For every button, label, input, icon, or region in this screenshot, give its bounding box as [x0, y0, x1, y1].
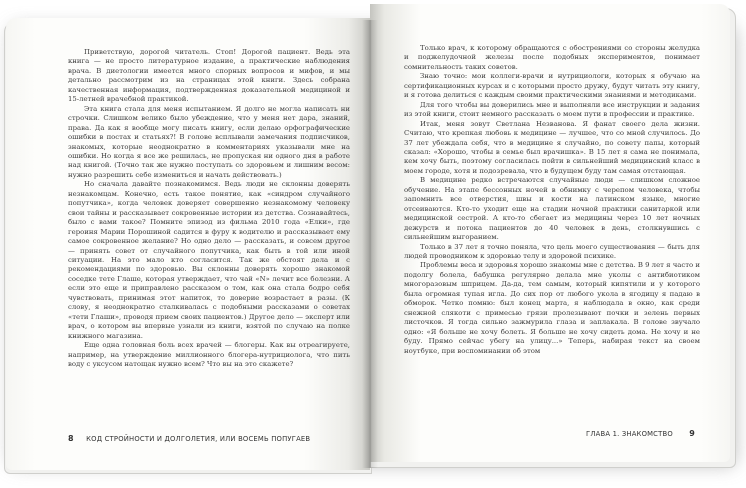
- left-footer: [68, 434, 310, 443]
- paragraph: Для того чтобы вы доверились мне и выполняли все инструкции и задания из этой книги, стоит немного рассказать о моем пути в профессии и практике.: [404, 100, 700, 119]
- paragraph: Еще одна головная боль всех врачей — блогеры. Как вы отреагируете, например, на утверждение миллионного блогера-нутрициолога, что пить воду с уксусом натощак нужно всем? Что вы на это скажете?: [68, 341, 350, 368]
- paragraph: Но сначала давайте познакомимся. Ведь люди не склонны доверять незнакомцам. Конечно, есть такое понятие, как «синдром случайного попутчика», когда человек доверяет совершенно незнакомому человеку свои тайны и рассказывает сокровенные истории из детства. Сознавайтесь, было с вами такое? Помните эпизод из фильма 2010 года «Елки», где героиня Марии Порошиной садится в фуру к водителю и рассказывает ему самое сокровенное желание? Но одно дело — рассказать, и совсем другое — принять совет от случайного попутчика, как быть в той или иной ситуации. На это мало кто согласится. Так же обстоят дела и с рекомендациями по здоровью. Вы склонны доверять хорошо знакомой соседке тете Глаше, которая утверждает, что чай «N» лечит все болезни. А если это еще и приправлено рассказом о том, как она стала бодро себя чувствовать, принимая этот напиток, то доверие возрастает в разы. (К слову, я неоднократно сталкивалась с подобными рассказами о советах «тети Глаши», проводя прием своих пациентов.) Другое дело — эксперт или врач, о котором вы впервые узнали из книги, взятой по случаю на полке книжного магазина.: [68, 180, 350, 340]
- book-spine: [362, 20, 378, 468]
- paragraph: В медицине редко встречаются случайные люди — слишком сложное обучение. На этапе бессонных ночей в обнимку с черепом человека, чтобы запомнить все отверстия, швы и кости на латинском языке, многие отсеиваются. Кто-то уходит еще на стадии ночной практики санитаркой или медицинской сестрой. А кто-то сбегает из медицины через 10 лет ночных дежурств и потока пациентов до 40 человек в день, столкнувшись с сильнейшим выгоранием.: [404, 176, 700, 242]
- right-footer: [586, 429, 695, 438]
- paragraph: Знаю точно: мои коллеги-врачи и нутрициологи, которых я обучаю на сертификационных курсах и с которыми просто дружу, будут читать эту книгу, и я готова делиться с каждым своими практическими знаниями и методиками.: [404, 72, 700, 100]
- page-number-right: 9: [689, 429, 696, 438]
- paragraph: Только в 37 лет я точно поняла, что цель моего существования — быть для людей проводником к здоровью телу и здоровой психике.: [404, 242, 700, 260]
- page-number-left: 8: [68, 434, 74, 443]
- right-page-text: [404, 44, 700, 356]
- running-title-right: ГЛАВА 1. ЗНАКОМСТВО: [586, 430, 673, 438]
- running-title-left: КОД СТРОЙНОСТИ И ДОЛГОЛЕТИЯ, ИЛИ ВОСЕМЬ ПОПУГАЕВ: [86, 435, 311, 443]
- paragraph: Проблемы веса и здоровья хорошо знакомы мне с детства. В 9 лет я часто и подолгу болела, бабушка регулярно делала мне уколы с антибиотиком многоразовым шприцем. Да-да, тем самым, который кипятили и у которого была огромная тупая игла. До сих пор от любого укола в ягодицу я падаю в обморок. Четко помню: был конец марта, я наблюдала в окно, как среди снежной слякоти с примесью грязи пролезывают почки и зелень первых листочков. Я тогда сильно зажмурила глаза и заплакала. В голове звучало одно: «Я больше не хочу болеть. Я больше не хочу сидеть дома. Не хочу и не буду. Прямо сейчас убегу на улицу...» Теперь, набирая текст на своем ноутбуке, при воспоминании об этом: [404, 261, 700, 355]
- paragraph: Приветствую, дорогой читатель. Стоп! Дорогой пациент. Ведь эта книга — не просто литературное издание, а практические наблюдения врача. В диетологии имеется много спорных вопросов и мифов, и мы детально рассмотрим из на страницах этой книги. Здесь собрана качественная информация, подтвержденная доказательной медициной и 15-летней врачебной практикой.: [68, 48, 350, 104]
- right-page: [370, 4, 730, 462]
- paragraph: Только врач, к которому обращаются с обострениями со стороны желудка и поджелудочной железы после подобных экспериментов, понимает сомнительность таких советов.: [404, 44, 700, 71]
- left-page: [6, 18, 370, 470]
- left-page-text: [68, 48, 350, 369]
- paragraph: Итак, меня зовут Светлана Незванова. Я фанат своего дела жизни. Считаю, что крепкая любовь к медицине — лучшее, что со мной случилось. До 37 лет убеждала себя, что в медицине я случайно, по совету папы, который сказал: «Хорошо, чтобы в семье был врачишка». В 15 лет я сама не понимала, кем хочу быть, поэтому согласилась пойти в сильнейший медицинский класс в моем городе, хотя и подозревала, что в будущем буду там самая отстающая.: [404, 119, 700, 175]
- paragraph: Эта книга стала для меня испытанием. Я долго не могла написать ни строчки. Слишком велико было убеждение, что у меня нет дара, знаний, права. Да как я вообще могу писать книгу, если делаю орфографические ошибки в постах и статьях?! В голове всплывали замечания подписчиков, знакомых, которые неоднократно в комментариях указывали мне на ошибки. Но когда я все же решилась, не пропуская ни одного дня в работе над книгой. (Точно так же нужно поступать со здоровьем и лишним весом: нужно разрешить себе измениться и начать действовать.): [68, 104, 350, 179]
